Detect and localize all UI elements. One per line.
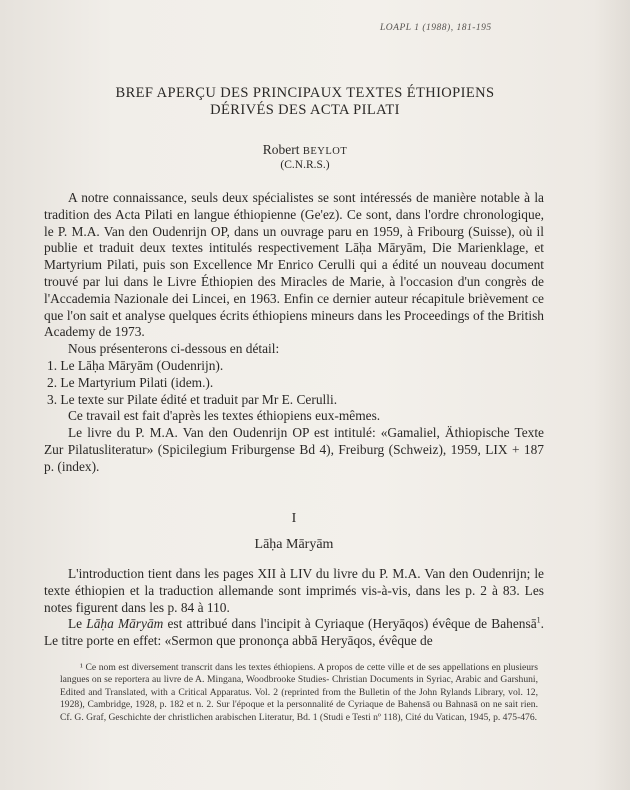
paragraph-6-text-c: . Le titre porte en effet: «Sermon que prononça abbā Heryāqos, évêque de <box>44 616 544 649</box>
article-title <box>70 85 540 119</box>
paragraph-1: A notre connaissance, seuls deux spécialistes se sont intéressés de manière notable à la tradition des Acta Pilati en langue éthiopienne (Ge'ez). Ce sont, dans l'ordre chronologique, le P. M.A. Van den Oudenrijn OP, dans un ouvrage paru en 1959, à Fribourg (Suisse), où il publie et traduit deux textes intitulés respectivement Lāḥa Māryām, Die Marienklage, et Martyrium Pilati, puis son Excellence Mr Enrico Cerulli qui a édité un nouveau document trouvé par lui dans le Livre Éthiopien des Miracles de Marie, à l'occasion d'un congrès de l'Accademia Nazionale dei Lincei, en 1963. Enfin ce dernier auteur récapitule brièvement ce que l'on sait et analyse quelques écrits éthiopiens mineurs dans les Proceedings of the British Academy de 1973. <box>44 190 544 340</box>
page-gutter-shadow <box>594 0 630 790</box>
section-number: I <box>291 511 297 526</box>
paragraph-3: Ce travail est fait d'après les textes éthiopiens eux-mêmes. <box>68 408 381 424</box>
list-item: 3. Le texte sur Pilate édité et traduit par Mr E. Cerulli. <box>47 391 338 407</box>
paragraph-4: Le livre du P. M.A. Van den Oudenrijn OP est intitulé: «Gamaliel, Äthiopische Texte Zur Pilatusliteratur» (Spicilegium Friburgense Bd 4), Freiburg (Schweiz), 1959, LIX + 187 p. (index). <box>44 425 544 474</box>
footnote-ref: 1 <box>536 615 541 625</box>
author <box>70 142 540 158</box>
paragraph-6 <box>44 616 544 650</box>
paragraph-2: Nous présenterons ci-dessous en détail: <box>68 341 280 357</box>
footnote <box>60 662 538 724</box>
list-item: 2. Le Martyrium Pilati (idem.). <box>47 374 214 390</box>
intro-body <box>44 190 544 476</box>
paragraph-6-text-b: est attribué dans l'incipit à Cyriaque (Heryāqos) évêque de Bahensā <box>163 616 537 632</box>
paragraph-5: L'introduction tient dans les pages XII à LIV du livre du P. M.A. Van den Oudenrijn; le texte éthiopien et la traduction allemande sont imprimés vis-à-vis, dans les p. 2 à 83. Les notes figurent dans les p. 84 à 110. <box>44 566 544 615</box>
numbered-list <box>44 358 544 408</box>
title-line-2: DÉRIVÉS DES ACTA PILATI <box>210 102 400 118</box>
list-item: 1. Le Lāḥa Māryām (Oudenrijn). <box>47 357 224 373</box>
title-line-1: BREF APERÇU DES PRINCIPAUX TEXTES ÉTHIOPIENS <box>115 85 495 101</box>
section-title: Lāḥa Māryām <box>254 537 334 552</box>
paragraph-6-text-a: Le <box>68 616 87 632</box>
author-last-name: BEYLOT <box>302 146 348 157</box>
running-head: LOAPL 1 (1988), 181-195 <box>380 23 492 33</box>
paragraph-6-italic: Lāḥa Māryām <box>86 616 164 632</box>
author-first-name: Robert <box>262 142 300 157</box>
footnote-text: ¹ Ce nom est diversement transcrit dans les textes éthiopiens. A propos de cette ville et de ses appellations en plusieurs langues on se reportera au livre de A. Mingana, Woodbrooke Studies- Christian Documents in Syriac, Arabic and Garshuni, Edited and Translated, with a Critical Apparatus. Vol. 2 (reprinted from the Bulletin of the John Rylands Library, vol. 12, 1928), Cambridge, 1928, p. 182 et n. 2. Sur l'époque et la personnalité de Cyriaque de Bahensā ou Bahnasā on ne sait rien. Cf. G. Graf, Geschichte der christlichen arabischen Literatur, Bd. 1 (Studi e Testi nº 118), Cité du Vatican, 1945, p. 475-476. <box>60 662 538 723</box>
affiliation: (C.N.R.S.) <box>280 159 330 171</box>
section-body <box>44 566 544 650</box>
